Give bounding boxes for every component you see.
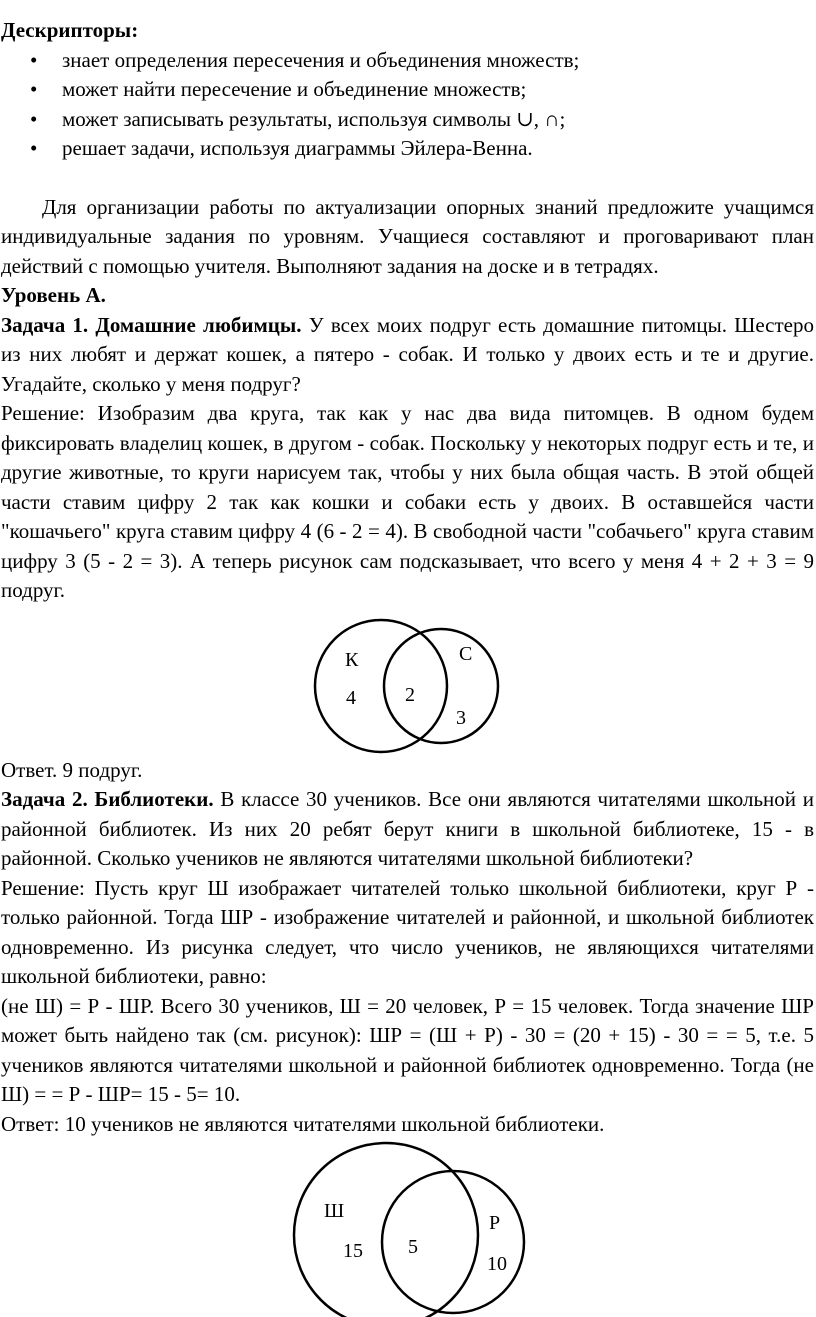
list-item: • может записывать результаты, используя символы ∪, ∩; [0,105,816,135]
intro-paragraph: Для организации работы по актуализации опорных знаний предложите учащимся индивидуальные задания по уровням. Учащиеся составляют и проговаривают план действий с помощью учителя. Выполняют задания на доске и в тетрадях. [1,194,814,278]
school-library-circle [294,1143,478,1317]
descriptors-title: Дескрипторы: [1,18,139,42]
district-library-circle [382,1171,524,1313]
list-item: • знает определения пересечения и объединения множеств; [0,46,816,76]
dogs-label: С [459,642,473,665]
document-page [0,16,816,1317]
task2-title: Задача 2. Библиотеки. [1,787,214,811]
bullet-icon: • [30,136,38,160]
bullet-icon: • [30,47,38,72]
school-label: Ш [324,1200,345,1222]
descriptors-list [0,46,816,164]
school-value: 15 [343,1240,363,1262]
venn-diagram-libraries [0,1139,816,1317]
bullet-icon: • [30,106,38,131]
both-value: 2 [405,683,415,706]
task2-text: В классе 30 учеников. Все они являются читателями школьной и районной библиотек. Из них 20 ребят берут книги в школьной библиотеке, 15 - в районной. Сколько учеников не являются читателями школьной библиотеки? [1,787,814,870]
task2-calc: (не Ш) = Р - ШР. Всего 30 учеников, Ш = 20 человек, Р = 15 человек. Тогда значение ШР может быть найдено так (см. рисунок): ШР = (Ш + Р) - 30 = (20 + 15) - 30 = = 5, т.е. 5 учеников являются читателями школьной и районной библиотек одновременно. Тогда (не Ш) = = Р - ШР= 15 - 5= 10. [1,993,814,1106]
dogs-value: 3 [456,706,466,729]
cats-value: 4 [346,686,356,709]
task1-solution: Решение: Изобразим два круга, так как у нас два вида питомцев. В одном будем фиксировать владелиц кошек, в другом - собак. Поскольку у некоторых подруг есть и те, и другие животные, то круги нарисуем так, чтобы у них была общая часть. В этой общей части ставим цифру 2 так как кошки и собаки есть у двоих. В оставшейся части "кошачьего" круга ставим цифру 4 (6 - 2 = 4). В свободной части "собачьего" круга ставим цифру 3 (5 - 2 = 3). А теперь рисунок сам подсказывает, что всего у меня 4 + 2 + 3 = 9 подруг. [1,401,814,602]
both-value: 5 [408,1236,418,1258]
district-value: 10 [487,1253,507,1275]
venn-diagram-pets [0,606,816,756]
task1-paragraph [0,311,816,400]
task1-answer: Ответ. 9 подруг. [1,757,143,782]
level-heading: Уровень А. [1,283,106,307]
district-label: Р [489,1212,501,1234]
list-item: • может найти пересечение и объединение множеств; [0,75,816,105]
cats-label: К [345,648,359,671]
bullet-icon: • [30,77,38,101]
list-item: • решает задачи, используя диаграммы Эйлера-Венна. [0,134,816,164]
task2-paragraph [0,785,816,874]
task1-text: У всех моих подруг есть домашние питомцы. Шестеро из них любят и держат кошек, а пятеро - собак. И только у двоих есть и те и другие. Угадайте, сколько у меня подруг? [1,312,815,396]
task2-answer: Ответ: 10 учеников не являются читателями школьной библиотеки. [1,1111,605,1136]
task2-solution: Решение: Пусть круг Ш изображает читателей только школьной библиотеки, круг Р - только районной. Тогда ШР - изображение читателей и районной, и школьной библиотек одновременно. Из рисунка следует, что число учеников, не являющихся читателями школьной библиотеки, равно: [1,875,814,988]
task1-title: Задача 1. Домашние любимцы. [1,312,302,337]
